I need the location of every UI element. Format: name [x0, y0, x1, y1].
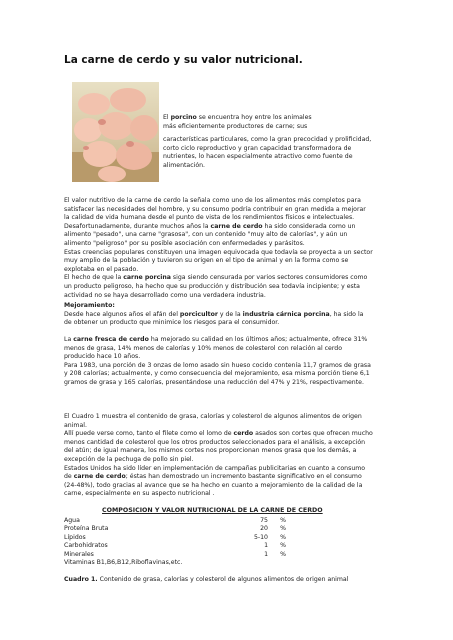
- table-title: COMPOSICION Y VALOR NUTRICIONAL DE LA CARNE DE CERDO: [102, 507, 323, 514]
- table-row: Minerales 1 %: [64, 550, 286, 558]
- intro-text: El porcino se encuentra hoy entre los animales más eficientemente productores de carne; sus características particulares, como la gran precocidad y prolificidad, corto ciclo reproductivo y gran capacidad transformadora de nutrientes, lo hacen especialmente atractivo como fuente de alimentación.: [163, 114, 372, 169]
- paragraph-cuadro: El Cuadro 1 muestra el contenido de grasa, calorías y colesterol de algunos alimentos de origen animal. Allí puede verse como, tanto el filete como el lomo de cerdo asados son cortes que ofrecen mucho menos cantidad de colesterol que los otros productos seleccionados para el análisis, a excepción del atún; de igual manera, los mismos cortes nos proporcionan menos grasa que los demás, a excepción de la pechuga de pollo sin piel. Estados Unidos ha sido líder en implementación de campañas publicitarias en cuanto a consumo de carne de cerdo; éstas han demostrado un incremento bastante significativo en el consumo (24-48%), todo gracias al avance que se ha hecho en cuanto a mejoramiento de la calidad de la carne, especialmente en su aspecto nutricional .: [64, 413, 373, 498]
- piglets-image: [72, 82, 159, 182]
- bold-porcino: porcino: [170, 114, 197, 121]
- paragraph-carne-fresca: La carne fresca de cerdo ha mejorado su calidad en los últimos años; actualmente, ofrece 31% menos de grasa, 14% menos de calorías y 10% menos de colesterol con relación al cerdo producido hace 10 años. Para 1983, una porción de 3 onzas de lomo asado sin hueso cocido contenía 11,7 gramos de grasa y 208 calorías; actualmente, y como consecuencia del mejoramiento, esa misma porción tiene 6,1 gramos de grasa y 165 calorías, presentándose una reducción del 47% y 21%, respectivamente.: [64, 336, 371, 386]
- table-caption: Cuadro 1. Contenido de grasa, calorías y colesterol de algunos alimentos de origen animal: [64, 576, 349, 583]
- table-row: Carbohidratos 1 %: [64, 542, 286, 550]
- section-heading: Mejoramiento:: [64, 302, 115, 309]
- document-title: La carne de cerdo y su valor nutricional.: [64, 54, 303, 66]
- table-row: Lípidos 5-10 %: [64, 533, 286, 541]
- piglets-photo: [72, 82, 159, 182]
- table-row: Agua 75 %: [64, 517, 286, 524]
- nutrition-table: [64, 517, 286, 567]
- table-row: Proteína Bruta 20 %: [64, 525, 286, 533]
- vitamins-row: Vitaminas B1,B6,B12,Riboflavinas,etc.: [64, 559, 183, 567]
- paragraph-valor-nutritivo: El valor nutritivo de la carne de cerdo la señala como uno de los alimentos más completos para satisfacer las necesidades del hombre, y su consumo podría contribuir en gran medida a mejorar la calidad de vida humana desde el punto de vista de los rendimientos físicos e intelectuales. Desafortunadamente, durante muchos años la carne de cerdo ha sido considerada como un alimento "pesado", una carne "grasosa", con un contenido "muy alto de calorías", y aún un alimento "peligroso" por su posible asociación con enfermedades y parásitos. Estas creencias populares constituyen una imagen equivocada que todavía se proyecta a un sector muy amplio de la población y tuvieron su origen en el tipo de animal y en la forma como se explotaba en el pasado. El hecho de que la carne porcina siga siendo censurada por varios sectores consumidores como un producto peligroso, ha hecho que su producción y distribución sea todavía incipiente; y esta actividad no se haya desarrollado como una verdadera industria.: [64, 197, 373, 299]
- section-mejoramiento: Mejoramiento: Desde hace algunos años el afán del porcicultor y de la industria cárnica porcina, ha sido la de obtener un producto que minimice los riesgos para el consumidor.: [64, 302, 394, 328]
